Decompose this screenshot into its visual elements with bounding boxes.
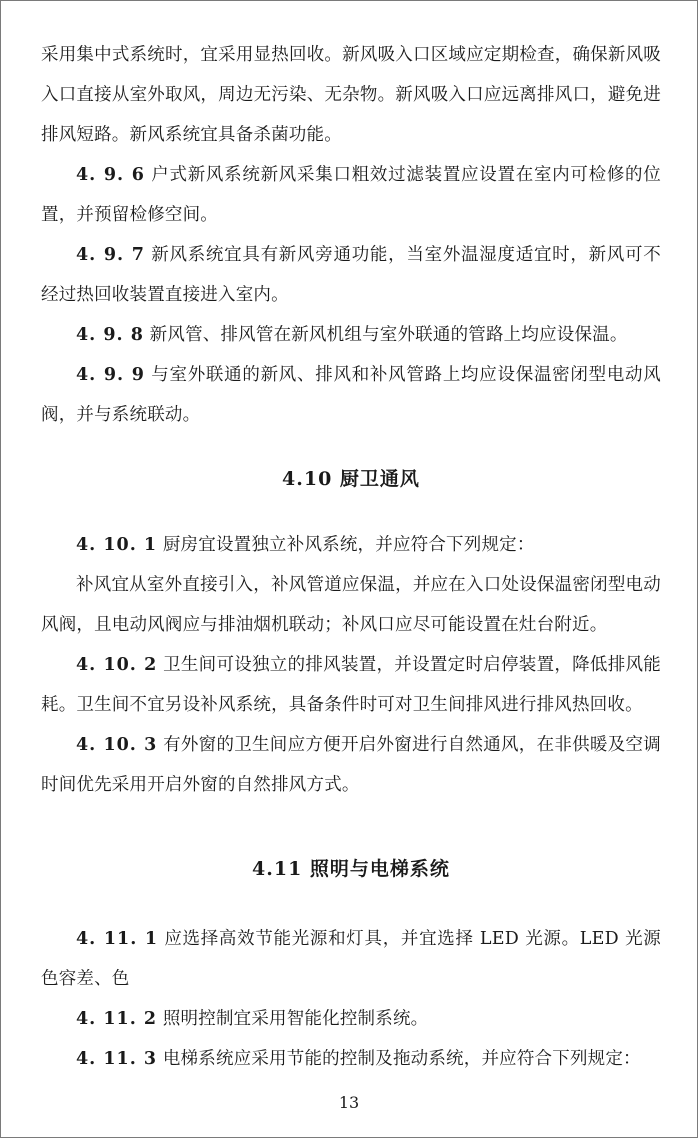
clause-4-9-8 [41, 315, 661, 355]
section-heading-4-11: 4.11 照明与电梯系统 [252, 858, 450, 880]
clause-4-10-3 [41, 725, 661, 805]
paragraph-ventilation-heat-recovery: 采用集中式系统时，宜采用显热回收。新风吸入口区域应定期检查，确保新风吸入口直接从室外取风，周边无污染、无杂物。新风吸入口应远离排风口，避免进排风短路。新风系统宜具备杀菌功能。 [41, 45, 661, 145]
clause-text: 应选择高效节能光源和灯具，并宜选择 LED 光源。LED 光源色容差、色 [41, 929, 661, 989]
clause-number: 4. 9. 6 [76, 165, 145, 185]
clause-number: 4. 10. 3 [76, 735, 158, 755]
clause-number: 4. 10. 2 [76, 655, 158, 675]
clause-number: 4. 11. 3 [76, 1049, 158, 1069]
section-heading-4-10: 4.10 厨卫通风 [282, 468, 420, 490]
clause-number: 4. 10. 1 [76, 535, 158, 555]
clause-text: 有外窗的卫生间应方便开启外窗进行自然通风，在非供暖及空调时间优先采用开启外窗的自然排风方式。 [41, 735, 661, 795]
clause-4-10-1 [41, 525, 661, 565]
clause-4-9-7 [41, 235, 661, 315]
clause-number: 4. 9. 8 [76, 325, 144, 345]
clause-4-11-2 [41, 999, 661, 1039]
clause-text: 厨房宜设置独立补风系统，并应符合下列规定： [157, 535, 535, 555]
clause-text: 户式新风系统新风采集口粗效过滤装置应设置在室内可检修的位置，并预留检修空间。 [41, 165, 661, 225]
page-content [41, 35, 661, 1079]
clause-number: 4. 11. 2 [76, 1009, 158, 1029]
clause-text: 新风系统宜具有新风旁通功能，当室外温湿度适宜时，新风可不经过热回收装置直接进入室内。 [41, 245, 661, 305]
clause-number: 4. 9. 9 [76, 365, 145, 385]
paragraph-kitchen-makeup-air: 补风宜从室外直接引入，补风管道应保温，并应在入口处设保温密闭型电动风阀，且电动风阀应与排油烟机联动；补风口应尽可能设置在灶台附近。 [41, 575, 661, 635]
clause-4-11-3 [41, 1039, 661, 1079]
clause-number: 4. 11. 1 [76, 929, 159, 949]
clause-text: 新风管、排风管在新风机组与室外联通的管路上均应设保温。 [143, 325, 628, 345]
page-number: 13 [338, 1093, 360, 1112]
clause-4-9-9 [41, 355, 661, 435]
clause-4-10-2 [41, 645, 661, 725]
clause-4-9-6 [41, 155, 661, 235]
clause-text: 电梯系统应采用节能的控制及拖动系统，并应符合下列规定： [157, 1049, 641, 1069]
clause-text: 与室外联通的新风、排风和补风管路上均应设保温密闭型电动风阀，并与系统联动。 [41, 365, 661, 425]
clause-number: 4. 9. 7 [76, 245, 145, 265]
clause-4-11-1 [41, 919, 661, 999]
clause-text: 照明控制宜采用智能化控制系统。 [157, 1009, 429, 1029]
clause-text: 卫生间可设独立的排风装置，并设置定时启停装置，降低排风能耗。卫生间不宜另设补风系统，具备条件时可对卫生间排风进行排风热回收。 [41, 655, 661, 715]
